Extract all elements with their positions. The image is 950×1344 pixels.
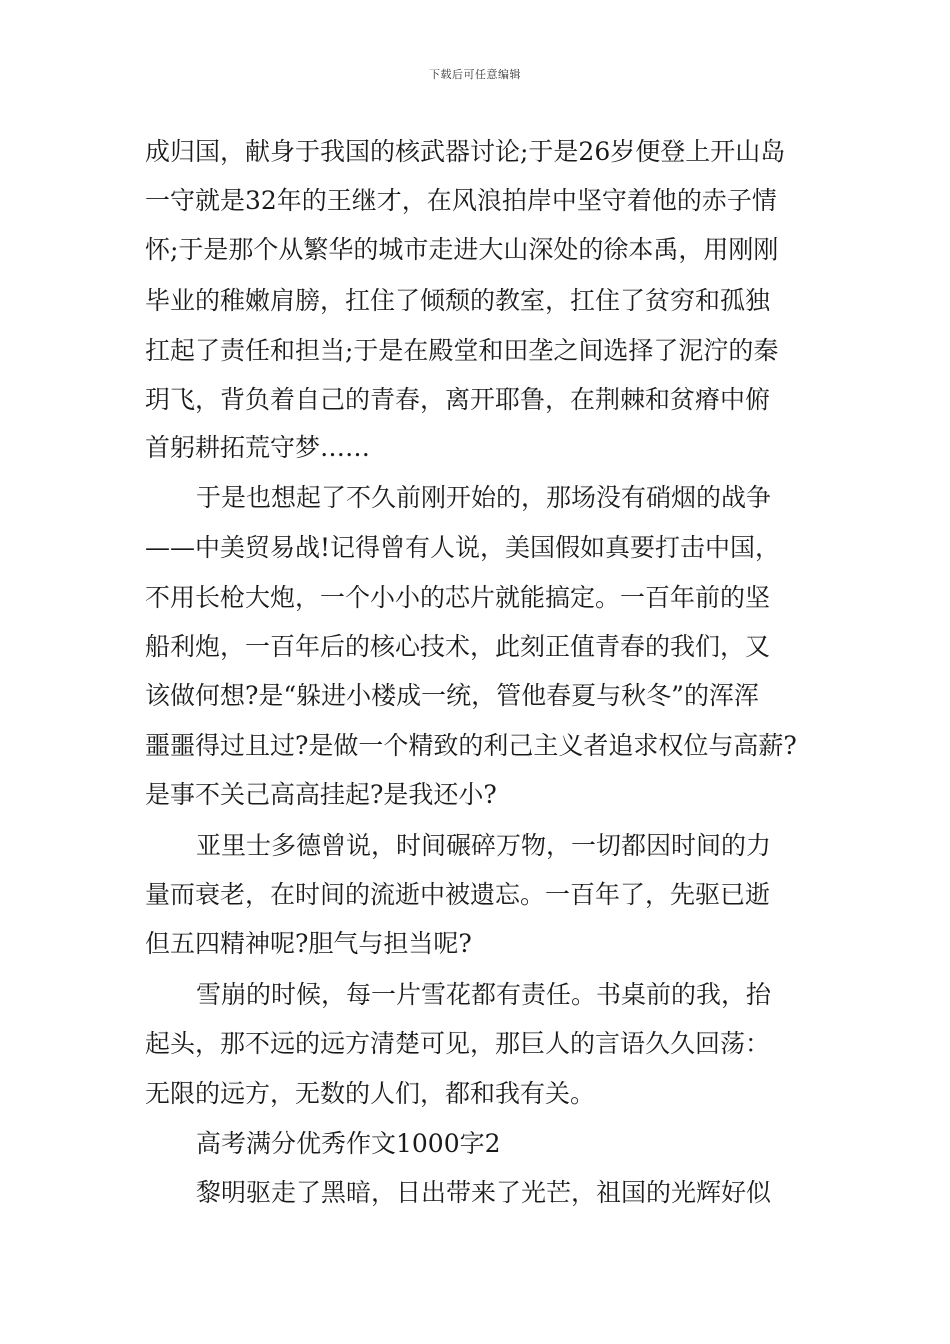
text-line: 起头，那不远的远方清楚可见，那巨人的言语久久回荡：	[145, 1029, 771, 1058]
section-heading: 高考满分优秀作文1000字2	[196, 1129, 501, 1158]
text-line: 玥飞，背负着自己的青春，离开耶鲁，在荆棘和贫瘠中俯	[145, 385, 771, 414]
text-line: 扛起了责任和担当;于是在殿堂和田垄之间选择了泥泞的秦	[145, 336, 779, 365]
text-line: ——中美贸易战!记得曾有人说，美国假如真要打击中国，	[145, 533, 781, 562]
text-line: 无限的远方，无数的人们，都和我有关。	[145, 1079, 596, 1108]
text-line: 船利炮，一百年后的核心技术，此刻正值青春的我们，又	[145, 632, 771, 661]
text-line: 首躬耕拓荒守梦……	[145, 433, 371, 462]
text-line: 但五四精神呢?胆气与担当呢?	[145, 929, 472, 958]
text-line: 于是也想起了不久前刚开始的，那场没有硝烟的战争	[196, 483, 772, 512]
text-line: 一守就是32年的王继才，在风浪拍岸中坚守着他的赤子情	[145, 186, 777, 215]
text-line: 该做何想?是“躲进小楼成一统，管他春夏与秋冬”的浑浑	[145, 681, 759, 710]
text-line: 怀;于是那个从繁华的城市走进大山深处的徐本禹，用刚刚	[145, 235, 779, 264]
text-line: 是事不关己高高挂起?是我还小?	[145, 780, 497, 809]
text-line: 雪崩的时候，每一片雪花都有责任。书桌前的我，抬	[196, 980, 772, 1009]
text-line: 亚里士多德曾说，时间碾碎万物，一切都因时间的力	[196, 831, 772, 860]
text-line: 黎明驱走了黑暗，日出带来了光芒，祖国的光辉好似	[196, 1178, 772, 1207]
text-line: 毕业的稚嫩肩膀，扛住了倾颓的教室，扛住了贫穷和孤独	[145, 286, 771, 315]
page-header: 下载后可任意编辑	[429, 68, 521, 81]
text-line: 量而衰老，在时间的流逝中被遗忘。一百年了，先驱已逝	[145, 880, 771, 909]
text-line: 成归国，献身于我国的核武器讨论;于是26岁便登上开山岛	[145, 137, 786, 166]
text-line: 不用长枪大炮，一个小小的芯片就能搞定。一百年前的坚	[145, 583, 771, 612]
text-line: 噩噩得过且过?是做一个精致的利己主义者追求权位与高薪?	[145, 731, 797, 760]
